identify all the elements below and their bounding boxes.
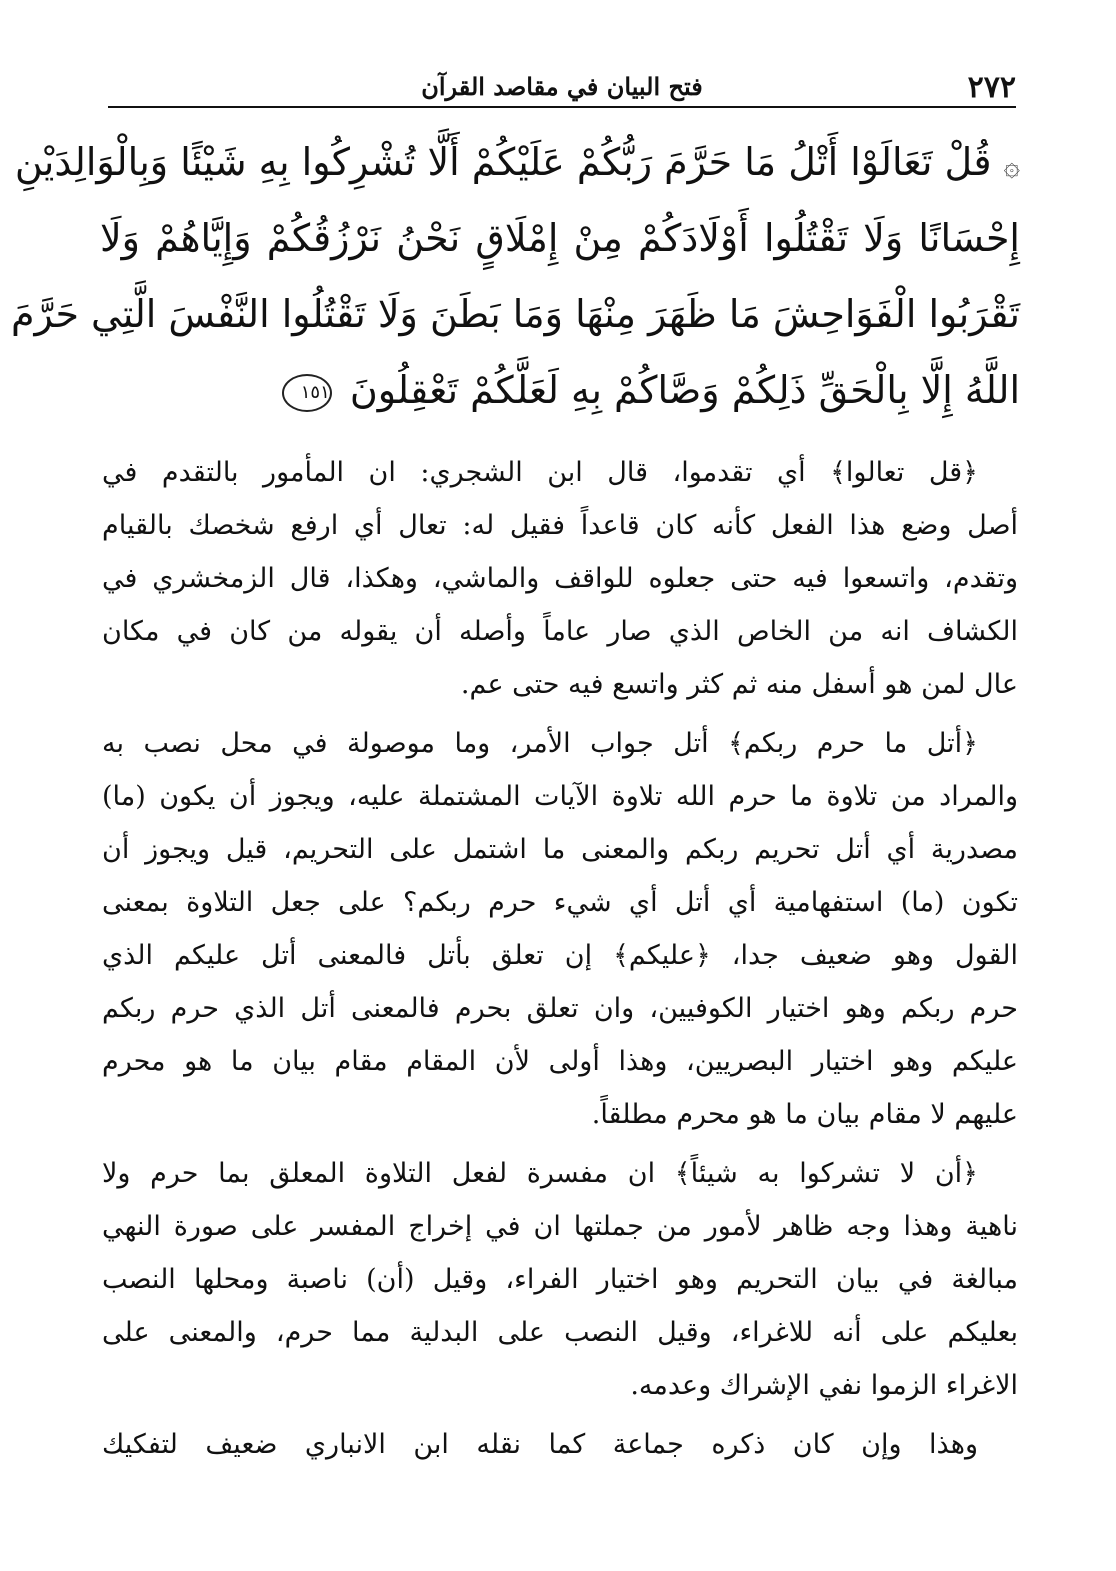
- text-line: مصدرية أي أتل تحريم ربكم والمعنى ما اشتمل على التحريم، قيل ويجوز أن: [102, 834, 1018, 865]
- quran-verse-block: [10, 124, 1020, 428]
- paragraph: [102, 446, 1018, 711]
- text-line: حرم ربكم وهو اختيار الكوفيين، وان تعلق بحرم فالمعنى أتل الذي حرم ربكم: [102, 993, 1018, 1024]
- ayah-number-badge: ١٥١: [282, 374, 332, 412]
- text-line: والمراد من تلاوة ما حرم الله تلاوة الآيات المشتملة عليه، ويجوز أن يكون (ما): [102, 781, 1018, 812]
- paragraph: [102, 1147, 1018, 1412]
- running-header: [108, 58, 1016, 108]
- commentary-body: [102, 446, 1018, 1477]
- verse-text: إِحْسَانًا وَلَا تَقْتُلُوا أَوْلَادَكُمْ مِنْ إِمْلَاقٍ نَحْنُ نَرْزُقُكُمْ وَإِيَّاهُمْ وَلَا: [100, 216, 1020, 260]
- text-line: ناهية وهذا وجه ظاهر لأمور من جملتها ان في إخراج المفسر على صورة النهي: [102, 1211, 1018, 1242]
- paragraph: [102, 1418, 1018, 1471]
- text-line: ﴿قل تعالوا﴾ أي تقدموا، قال ابن الشجري: ان المأمور بالتقدم في: [102, 457, 978, 488]
- verse-line: [14, 124, 1020, 200]
- verse-line: [100, 352, 1020, 428]
- verse-text: تَقْرَبُوا الْفَوَاحِشَ مَا ظَهَرَ مِنْهَا وَمَا بَطَنَ وَلَا تَقْتُلُوا النَّفْسَ الَّتِي حَرَّمَ: [10, 292, 1020, 336]
- paragraph: [102, 717, 1018, 1141]
- text-line: الاغراء الزموا نفي الإشراك وعدمه.: [630, 1370, 1018, 1401]
- verse-line: [10, 276, 1020, 352]
- text-line: عليكم وهو اختيار البصريين، وهذا أولى لأن المقام مقام بيان ما هو محرم: [102, 1046, 1018, 1077]
- verse-text: قُلْ تَعَالَوْا أَتْلُ مَا حَرَّمَ رَبُّكُمْ عَلَيْكُمْ أَلَّا تُشْرِكُوا بِهِ شَيْئًا وَبِالْوَالِدَيْنِ: [14, 140, 992, 184]
- rub-el-hizb-icon: ۞: [1003, 149, 1020, 182]
- text-line: تكون (ما) استفهامية أي أتل أي شيء حرم ربكم؟ على جعل التلاوة بمعنى: [102, 887, 1018, 918]
- text-line: الكشاف انه من الخاص الذي صار عاماً وأصله أن يقوله من كان في مكان: [102, 616, 1018, 647]
- page-number: ٢٧٢: [967, 70, 1016, 105]
- verse-line: [100, 200, 1020, 276]
- text-line: وتقدم، واتسعوا فيه حتى جعلوه للواقف والماشي، وهكذا، قال الزمخشري في: [102, 563, 1018, 594]
- text-line: عال لمن هو أسفل منه ثم كثر واتسع فيه حتى عم.: [460, 669, 1018, 700]
- text-line: مبالغة في بيان التحريم وهو اختيار الفراء، وقيل (أن) ناصبة ومحلها النصب: [102, 1264, 1018, 1295]
- book-title: فتح البيان في مقاصد القرآن: [421, 72, 703, 101]
- text-line: بعليكم على أنه للاغراء، وقيل النصب على البدلية مما حرم، والمعنى على: [102, 1317, 1018, 1348]
- text-line: القول وهو ضعيف جدا، ﴿عليكم﴾ إن تعلق بأتل فالمعنى أتل عليكم الذي: [102, 940, 1018, 971]
- text-line: ﴿أتل ما حرم ربكم﴾ أتل جواب الأمر، وما موصولة في محل نصب به: [102, 728, 978, 759]
- text-line: ﴿أن لا تشركوا به شيئاً﴾ ان مفسرة لفعل التلاوة المعلق بما حرم ولا: [102, 1158, 978, 1189]
- text-line: أصل وضع هذا الفعل كأنه كان قاعداً فقيل له: تعال أي ارفع شخصك بالقيام: [102, 510, 1018, 541]
- text-line: عليهم لا مقام بيان ما هو محرم مطلقاً.: [591, 1099, 1018, 1130]
- verse-text: اللَّهُ إِلَّا بِالْحَقِّ ذَلِكُمْ وَصَّاكُمْ بِهِ لَعَلَّكُمْ تَعْقِلُونَ: [349, 368, 1020, 412]
- text-line: وهذا وإن كان ذكره جماعة كما نقله ابن الانباري ضعيف لتفكيك: [102, 1429, 978, 1460]
